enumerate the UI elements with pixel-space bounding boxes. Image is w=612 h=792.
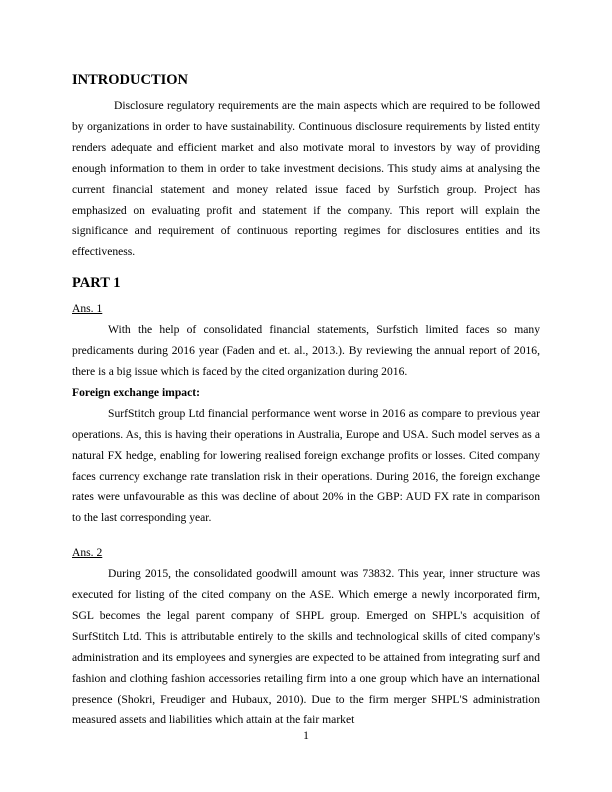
foreign-exchange-subheading: Foreign exchange impact: [72, 385, 200, 399]
ans2-label: Ans. 2 [72, 546, 103, 560]
introduction-heading: INTRODUCTION [72, 72, 189, 88]
foreign-exchange-paragraph: SurfStitch group Ltd financial performance went worse in 2016 as compare to previous year operations. As, this is having their operations in Australia, Europe and USA. Such model serves as a natural FX hedge, enabling for lowering realised foreign exchange profits or losses. Cited company faces currency exchange rate translation risk in their operations. During 2016, the foreign exchange rates were unfavourable as this was decline of about 20% in the GBP: AUD FX rate in comparison to the last corresponding year. [72, 406, 540, 525]
introduction-paragraph: Disclosure regulatory requirements are the main aspects which are required to be followed by organizations in order to have sustainability. Continuous disclosure requirements by listed entity renders adequate and efficient market and also motivate moral to investors by way of providing enough information to them in order to take investment decisions. This study aims at analysing the current financial statement and money related issue faced by Surfstich group. Project has emphasized on evaluating profit and statement if the company. This report will explain the significance and requirement of continuous reporting regimes for disclosures entities and its effectiveness. [72, 99, 540, 259]
ans1-label: Ans. 1 [72, 302, 103, 316]
document-page [72, 70, 540, 731]
part1-heading: PART 1 [72, 275, 121, 292]
page-number: 1 [303, 729, 309, 742]
ans2-paragraph: During 2015, the consolidated goodwill amount was 73832. This year, inner structure was executed for listing of the cited company on the ASE. Which emerge a newly incorporated firm, SGL becomes the legal parent company of SHPL group. Emerged on SHPL's acquisition of SurfStitch Ltd. This is attributable entirely to the skills and technological skills of cited company's administration and its employees and synergies are expected to be attained from integrating surf and fashion and clothing fashion accessories retailing firm into a one group which have an international presence (Shokri, Freudiger and Hubaux, 2010). Due to the firm merger SHPL'S administration measured assets and liabilities which attain at the fair market [72, 567, 540, 727]
ans1-paragraph: With the help of consolidated financial statements, Surfstich limited faces so many predicaments during 2016 year (Faden and et. al., 2013.). By reviewing the annual report of 2016, there is a big issue which is faced by the cited organization during 2016. [72, 323, 540, 378]
